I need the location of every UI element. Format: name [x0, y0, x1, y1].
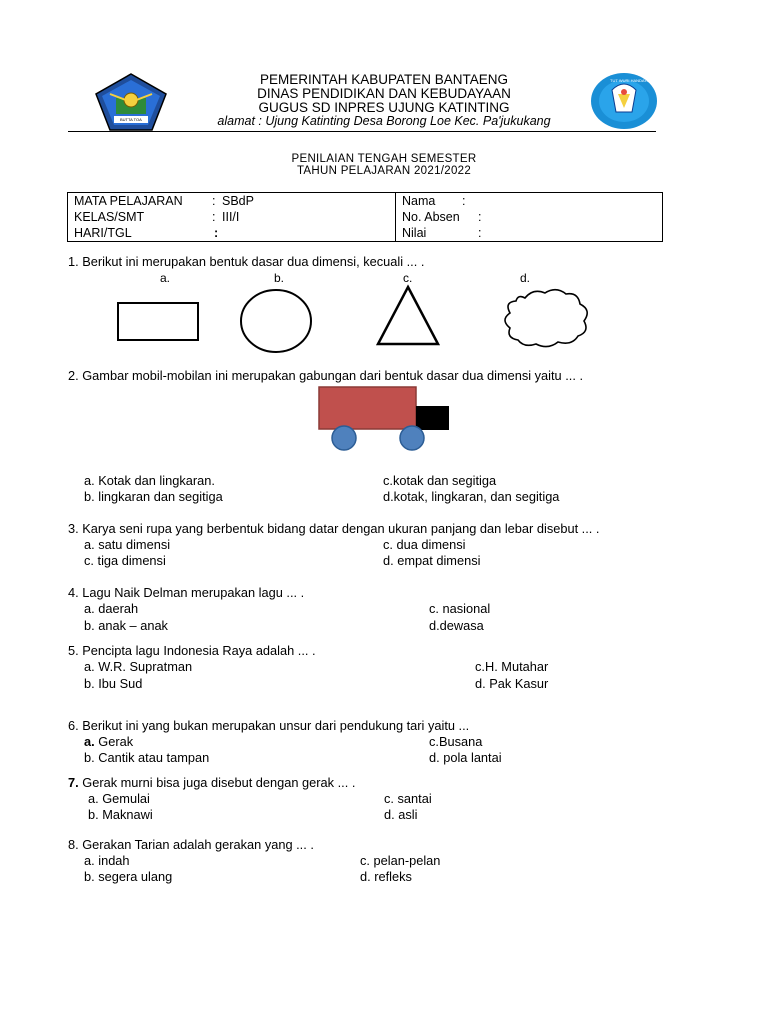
q8-option-b: b. segera ulang	[84, 869, 173, 884]
toy-truck-image	[316, 384, 456, 452]
name-label: Nama	[402, 194, 436, 208]
header-line-2: DINAS PENDIDIKAN DAN KEBUDAYAAN	[257, 86, 511, 101]
q7-option-b: b. Maknawi	[88, 807, 153, 822]
question-4: 4. Lagu Naik Delman merupakan lagu ... .	[68, 585, 305, 600]
q3-option-d: d. empat dimensi	[383, 553, 481, 568]
q4-option-b: b. anak – anak	[84, 618, 168, 633]
name-sep: :	[462, 194, 466, 208]
info-row-subject	[74, 193, 389, 209]
exam-title: PENILAIAN TENGAH SEMESTER	[291, 153, 477, 165]
q1-label-b: b.	[274, 271, 285, 285]
q3-option-c2: c. tiga dimensi	[84, 553, 166, 568]
q7-option-d: d. asli	[384, 807, 418, 822]
q8-option-c: c. pelan-pelan	[360, 853, 441, 868]
q8-option-a: a. indah	[84, 853, 130, 868]
header-line-3: GUGUS SD INPRES UJUNG KATINTING	[258, 100, 510, 115]
question-5: 5. Pencipta lagu Indonesia Raya adalah ... .	[68, 643, 316, 658]
q2-option-b: b. lingkaran dan segitiga	[84, 489, 223, 504]
subject-sep: :	[212, 194, 216, 208]
question-6: 6. Berikut ini yang bukan merupakan unsur dari pendukung tari yaitu ...	[68, 718, 470, 733]
circle-shape	[241, 290, 311, 352]
name-field[interactable]	[465, 193, 656, 209]
q1-shapes	[100, 284, 600, 354]
question-7-text: Gerak murni bisa juga disebut dengan gerak ... .	[78, 775, 356, 790]
logo-tut-wuri-text: TUT WURI HANDAYANI	[610, 78, 654, 83]
info-row-class	[74, 209, 389, 225]
header-line-1: PEMERINTAH KABUPATEN BANTAENG	[259, 72, 509, 87]
info-row-day	[74, 225, 389, 241]
q6-option-a-text: Gerak	[94, 734, 134, 749]
q4-option-a: a. daerah	[84, 601, 139, 616]
class-sep: :	[212, 210, 216, 224]
truck-wheel-left	[332, 426, 356, 450]
score-sep: :	[478, 226, 482, 240]
info-row-score	[402, 225, 656, 241]
q7-option-a: a. Gemulai	[88, 791, 150, 806]
q5-option-c: c.H. Mutahar	[475, 659, 549, 674]
q5-option-a: a. W.R. Supratman	[84, 659, 193, 674]
day-value[interactable]	[222, 225, 302, 241]
day-sep: :	[214, 226, 219, 240]
subject-value: SBdP	[222, 194, 254, 208]
subject-label: MATA PELAJARAN	[74, 194, 183, 208]
q1-label-d: d.	[520, 271, 531, 285]
student-info-table	[67, 192, 663, 242]
q7-option-c: c. santai	[384, 791, 432, 806]
score-label: Nilai	[402, 226, 427, 240]
q6-option-b: b. Cantik atau tampan	[84, 750, 210, 765]
q3-option-c: c. dua dimensi	[383, 537, 466, 552]
truck-wheel-right	[400, 426, 424, 450]
header-rule	[68, 131, 656, 132]
question-7-number: 7.	[68, 775, 79, 790]
cloud-shape	[505, 290, 587, 347]
q6-option-a-letter: a.	[84, 734, 95, 749]
q2-option-c: c.kotak dan segitiga	[383, 473, 497, 488]
q8-option-d: d. refleks	[360, 869, 412, 884]
question-1: 1. Berikut ini merupakan bentuk dasar dua dimensi, kecuali ... .	[68, 254, 425, 269]
q4-option-d: d.dewasa	[429, 618, 484, 633]
day-label: HARI/TGL	[74, 226, 132, 240]
q1-label-a: a.	[160, 271, 171, 285]
logo-tut-wuri-handayani	[590, 72, 658, 130]
q6-option-c: c.Busana	[429, 734, 483, 749]
question-7	[68, 775, 355, 790]
q2-option-a: a. Kotak dan lingkaran.	[84, 473, 215, 488]
header-address: alamat : Ujung Katinting Desa Borong Loe Kec. Pa'jukukang	[217, 114, 551, 128]
info-row-name	[402, 193, 656, 209]
q3-option-a: a. satu dimensi	[84, 537, 171, 552]
question-3: 3. Karya seni rupa yang berbentuk bidang datar dengan ukuran panjang dan lebar disebut ... .	[68, 521, 600, 536]
score-field[interactable]	[481, 225, 656, 241]
triangle-shape	[378, 287, 438, 344]
absen-label: No. Absen	[402, 210, 460, 224]
q1-label-c: c.	[403, 271, 413, 285]
q5-option-b: b. Ibu Sud	[84, 676, 143, 691]
class-label: KELAS/SMT	[74, 210, 145, 224]
info-row-absen	[402, 209, 656, 225]
truck-cab	[416, 406, 449, 430]
q6-option-d: d. pola lantai	[429, 750, 502, 765]
rectangle-shape	[118, 303, 198, 340]
class-value: III/I	[222, 210, 240, 224]
absen-sep: :	[478, 210, 482, 224]
q4-option-c: c. nasional	[429, 601, 491, 616]
question-2: 2. Gambar mobil-mobilan ini merupakan gabungan dari bentuk dasar dua dimensi yaitu ... .	[68, 368, 584, 383]
logo-bantaeng-text: BUTTA TOA	[120, 117, 142, 122]
q5-option-d: d. Pak Kasur	[475, 676, 549, 691]
q6-option-a	[84, 734, 133, 749]
absen-field[interactable]	[481, 209, 656, 225]
q2-option-d: d.kotak, lingkaran, dan segitiga	[383, 489, 560, 504]
exam-year: TAHUN PELAJARAN 2021/2022	[296, 165, 472, 177]
truck-body	[319, 387, 416, 429]
question-8: 8. Gerakan Tarian adalah gerakan yang ... .	[68, 837, 314, 852]
